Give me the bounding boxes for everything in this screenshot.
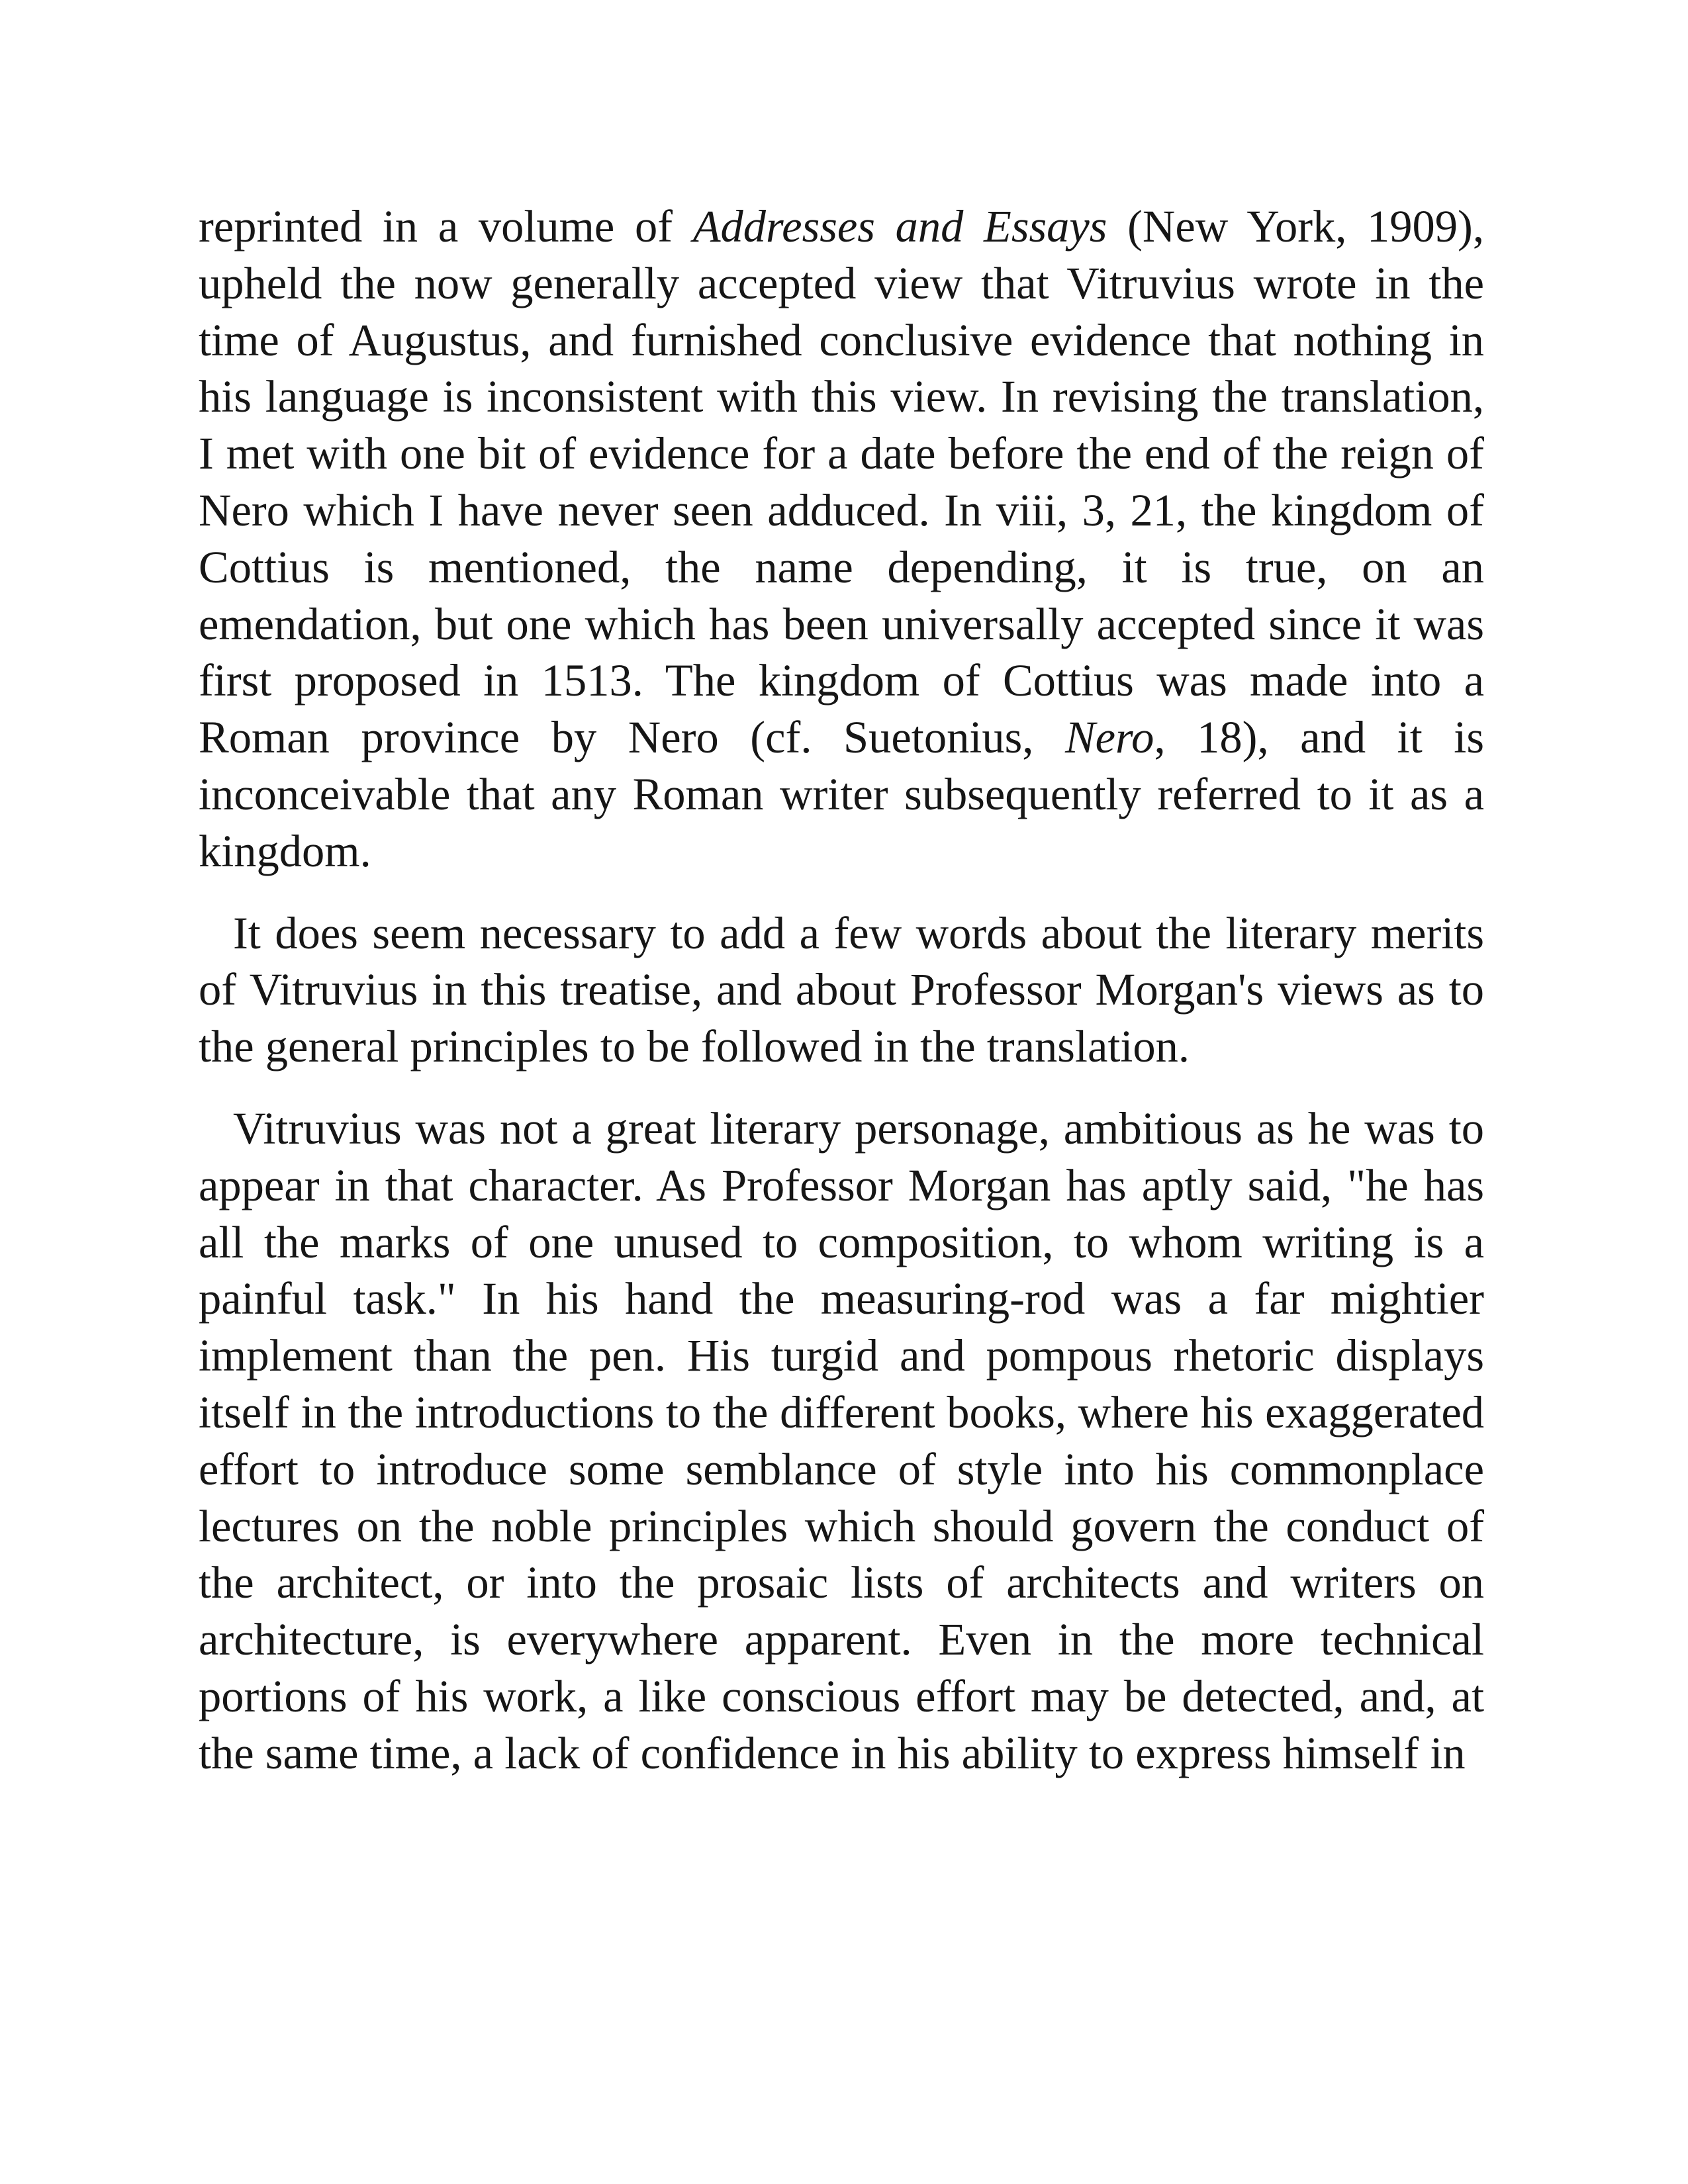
paragraph-1-text: (New York, 1909), upheld the now generally accepted view that Vitruvius wrote in the time of Augustus, and furnished conclusive evidence that nothing in his language is inconsistent with this view. In revising the translation, I met with one bit of evidence for a date before the end of the reign of Nero which I have never seen adduced. In viii, 3, 21, the kingdom of Cottius is mentioned, the name depending, it is true, on an emendation, but one which has been universally accepted since it was first proposed in 1513. The kingdom of Cottius was made into a Roman province by Nero (cf. Suetonius, — [199, 201, 1484, 763]
paragraph-1-italic-title: Addresses and Essays — [692, 201, 1107, 251]
paragraph-2 — [199, 905, 1484, 1075]
paragraph-2-text: It does seem necessary to add a few words about the literary merits of Vitruvius in this treatise, and about Professor Morgan's views as to the general principles to be followed in the translation. — [199, 907, 1484, 1072]
paragraph-3 — [199, 1101, 1484, 1782]
paragraph-1-text: , 18), and it is inconceivable that any Roman writer subsequently referred to it as a kingdom. — [199, 712, 1484, 876]
paragraph-3-text: Vitruvius was not a great literary personage, ambitious as he was to appear in that character. As Professor Morgan has aptly said, "he has all the marks of one unused to composition, to whom writing is a painful task." In his hand the measuring-rod was a far mightier implement than the pen. His turgid and pompous rhetoric displays itself in the introductions to the different books, where his exaggerated effort to introduce some semblance of style into his commonplace lectures on the noble principles which should govern the conduct of the architect, or into the prosaic lists of architects and writers on architecture, is everywhere apparent. Even in the more technical portions of his work, a like conscious effort may be detected, and, at the same time, a lack of confidence in his ability to express himself in — [199, 1103, 1484, 1778]
paragraph-1 — [199, 199, 1484, 880]
paragraph-1-italic-nero: Nero — [1064, 712, 1154, 763]
paragraph-1-text: reprinted in a volume of — [199, 201, 693, 251]
page-body — [199, 199, 1484, 1782]
